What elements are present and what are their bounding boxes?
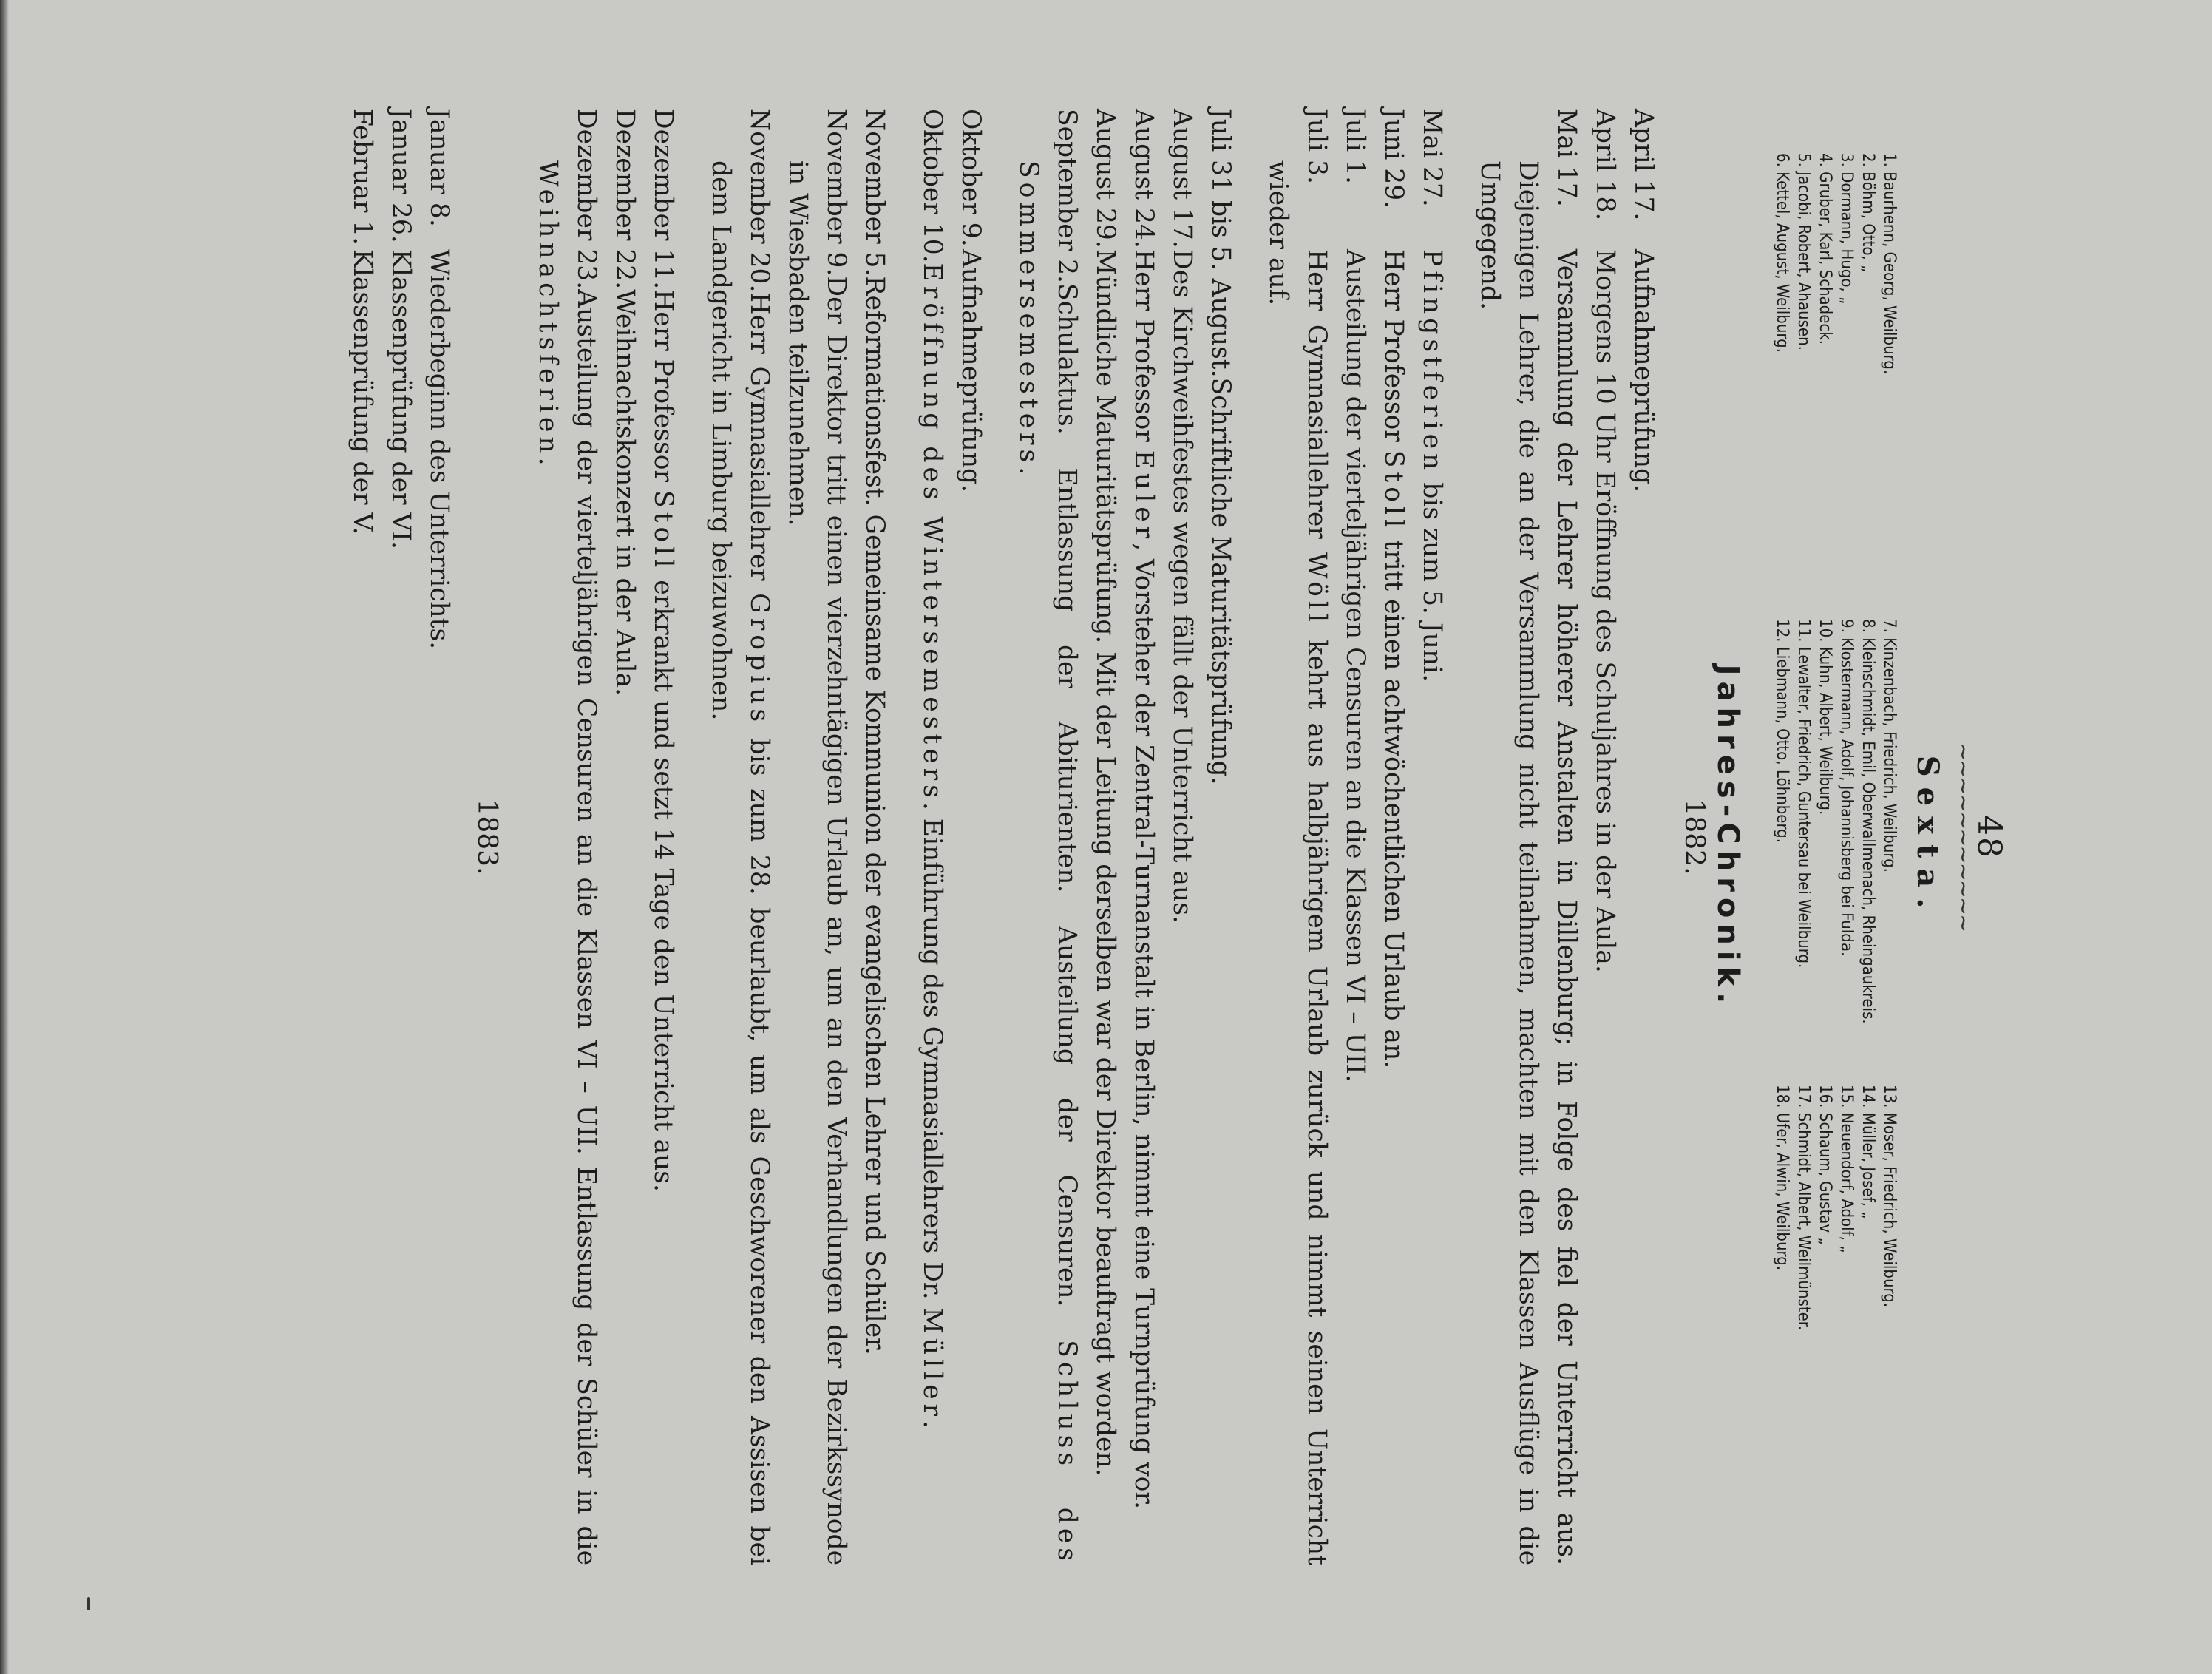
student-entry: 15. Neuendorf, Adolf, „	[1837, 1085, 1856, 1253]
entry-text: Weihnachtskonzert in der Aula.	[610, 289, 639, 697]
student-entry: 17. Schmidt, Albert, Weilmünster.	[1794, 1085, 1813, 1331]
entry-date: November 20.	[744, 109, 774, 293]
entry-date: November 5.	[860, 109, 889, 277]
entry-text: Herr Gymnasiallehrer	[1302, 249, 1331, 553]
entry-date: Oktober 10.	[917, 109, 947, 263]
entry-text: Der Direktor tritt einen vierzehntägigen Urlaub an, um an den Verhandlungen der Bezirkssynode in Wiesbaden teilzunehmen.	[783, 160, 851, 1565]
student-entry: 1. Baurhenn, Georg, Weilburg.	[1880, 153, 1899, 375]
spaced-emphasis: Weihnachtsferien	[533, 160, 563, 458]
entry-date: September 2.	[1052, 109, 1082, 284]
entry-text: Herr Professor	[648, 289, 678, 490]
student-entry: 10. Kuhn, Albert, Weilburg.	[1816, 619, 1834, 816]
entry-date: August 17.	[1167, 109, 1197, 248]
entry-date: Januar 26.	[386, 109, 415, 243]
chronik-entry	[1413, 109, 1451, 1565]
entry-text: Klassenprüfung der VI.	[386, 249, 415, 549]
entry-text: Mündliche Maturitätsprüfung. Mit der Leitung derselben war der Direktor beauftragt worden.	[1090, 249, 1120, 1477]
entry-text: Aufnahmeprüfung.	[956, 249, 985, 493]
entry-text: Versammlung der Lehrer höherer Anstalten in Dillenburg; in Folge des fiel der Unterricht aus. Diejenigen Lehrer, die an der Versammlung nicht teilnahmen, machten mit den Klassen Ausflüge in die Umgegend.	[1475, 160, 1581, 1565]
entry-date: Dezember 23.	[571, 109, 601, 290]
student-entry: 18. Ufer, Alwin, Weilburg.	[1773, 1085, 1791, 1271]
entry-text: , Vorsteher der Zentral-Turnanstalt in Berlin, nimmt eine Turnprüfung vor.	[1129, 543, 1158, 1510]
spaced-emphasis: Stoll	[1379, 450, 1408, 532]
entry-text: .	[533, 457, 563, 466]
spaced-emphasis: Euler	[1129, 450, 1158, 543]
chronik-entry	[1336, 109, 1374, 1565]
entry-date: April 17.	[1629, 109, 1658, 221]
student-entry: 12. Liebmann, Otto, Löhnberg.	[1773, 619, 1791, 844]
entry-text: Herr Professor	[1129, 249, 1158, 450]
student-entry: 14. Müller, Josef, „	[1859, 1085, 1877, 1219]
entry-text: Austeilung der vierteljährigen Censuren an die Klassen VI – UII.	[1340, 249, 1370, 1082]
entry-text: .	[1014, 467, 1043, 475]
chronik-entry	[1124, 109, 1163, 1565]
student-entry: 8. Kleinschmidt, Emil, Oberwallmenach, Rheingaukreis.	[1859, 619, 1877, 1024]
entry-date: Juli 1.	[1340, 109, 1370, 185]
entry-text: . Einführung des Gymnasiallehrers Dr.	[917, 802, 947, 1308]
student-list	[1771, 109, 1900, 1565]
scan-fleck	[87, 1597, 90, 1610]
student-entry: 7. Kinzenbach, Friedrich, Weilburg.	[1880, 619, 1899, 872]
entry-date: Januar 8.	[424, 109, 454, 227]
entry-text: Schriftliche Maturitätsprüfung.	[1206, 377, 1235, 785]
chronik-entry	[1086, 109, 1124, 1565]
chronik-entry	[1374, 109, 1413, 1565]
spaced-emphasis: Stoll	[648, 489, 678, 572]
entry-text: Klassenprüfung der V.	[347, 249, 377, 535]
chronik-entry	[1259, 109, 1336, 1565]
spaced-emphasis: Schluss des Sommersemesters	[1014, 160, 1082, 1565]
entry-text: Austeilung der vierteljährigen Censuren an die Klassen VI – UII. Entlassung der Schüler in die	[571, 289, 601, 1565]
chronik-entry	[1624, 109, 1663, 1565]
spaced-emphasis: Eröffnung des Wintersemesters	[917, 262, 947, 802]
chronik-entry	[778, 109, 855, 1565]
spaced-emphasis: Wöll	[1302, 552, 1331, 626]
chronik-entry	[1009, 109, 1086, 1565]
document-page	[174, 42, 2038, 1632]
entry-text: Schulaktus. Entlassung der Abiturienten. Austeilung der Censuren.	[1052, 283, 1082, 1341]
student-entry: 13. Moser, Friedrich, Weilburg.	[1880, 1085, 1899, 1308]
student-entry: 3. Dormann, Hugo, „	[1837, 153, 1856, 305]
chronik-entries-1882	[529, 109, 1663, 1565]
entry-date: Oktober 9.	[956, 109, 985, 247]
entry-text: bis zum 28. beurlaubt, um als Geschworener den Assisen bei dem Landgericht in Limburg beizuwohnen.	[706, 160, 774, 1565]
ornament-divider: ~~~~~~~~~~~	[1950, 742, 1976, 932]
student-entry: 4. Gruber, Karl, Schadeck.	[1816, 153, 1834, 345]
student-entry: 6. Kettel, August, Weilburg.	[1773, 153, 1791, 353]
entry-date: Juni 29.	[1379, 109, 1408, 209]
chronik-entry	[420, 109, 458, 1565]
chronik-entry	[381, 109, 420, 1565]
entry-date: Dezember 22.	[610, 109, 639, 290]
chronik-entry	[1201, 109, 1240, 1565]
chronik-entry	[343, 109, 381, 1565]
entry-date: August 29.	[1090, 109, 1120, 248]
chronik-title: Jahres-Chronik.	[1711, 664, 1745, 1010]
chronik-entries-1883	[343, 109, 458, 1565]
entry-text: Wiederbeginn des Unterrichts.	[424, 249, 454, 650]
entry-date: November 9.	[821, 109, 851, 277]
scan-edge	[0, 0, 9, 1674]
entry-date: April 18.	[1590, 109, 1620, 221]
entry-text: Reformationsfest. Gemeinsame Kommunion der evangelischen Lehrer und Schüler.	[860, 276, 889, 1355]
spaced-emphasis: Pfingstferien	[1417, 249, 1447, 475]
entry-date: Februar 1.	[347, 109, 377, 245]
entry-text: Aufnahmeprüfung.	[1629, 249, 1658, 493]
entry-text: .	[917, 1420, 947, 1429]
entry-text: Herr Gymnasiallehrer	[744, 292, 774, 594]
entry-date: August 24.	[1129, 109, 1158, 248]
entry-text: bis zum 5. Juni.	[1417, 474, 1447, 682]
chronik-entry	[605, 109, 644, 1565]
entry-date: Dezember 11.	[648, 109, 678, 290]
spaced-emphasis: Müller	[917, 1307, 947, 1421]
student-entry: 5. Jacobi, Robert, Ahausen.	[1794, 153, 1813, 350]
student-entry: 2. Böhm, Otto, „	[1859, 153, 1877, 273]
entry-text: kehrt aus halbjährigem Urlaub zurück und nimmt seinen Unterricht wieder auf.	[1263, 160, 1331, 1565]
spaced-emphasis: Gropius	[744, 593, 774, 727]
entry-text: Morgens 10 Uhr Eröffnung des Schuljahres in der Aula.	[1590, 249, 1620, 973]
student-entry: 9. Klostermann, Adolf, Johannisberg bei Fulda.	[1837, 619, 1856, 957]
entry-date: Mai 27.	[1417, 109, 1447, 207]
entry-text: Des Kirchweihfestes wegen fällt der Unterricht aus.	[1167, 249, 1197, 924]
chronik-entry	[855, 109, 894, 1565]
chronik-entry	[1586, 109, 1624, 1565]
class-title: Sexta.	[1910, 755, 1945, 919]
student-entry: 11. Lewalter, Friedrich, Guntersau bei Weilburg.	[1794, 619, 1813, 969]
chronik-entry	[913, 109, 951, 1565]
chronik-entry	[951, 109, 990, 1565]
chronik-entry	[1470, 109, 1586, 1565]
page-number: 48	[1970, 815, 2008, 859]
entry-date: Juli 3.	[1302, 109, 1331, 185]
year-heading-1883: 1883.	[472, 799, 502, 875]
year-heading-1882: 1882.	[1679, 799, 1709, 875]
entry-text: tritt einen achtwöchentlichen Urlaub an.	[1379, 532, 1408, 1069]
chronik-entry	[702, 109, 778, 1565]
entry-date: Juli 31 bis 5. August.	[1206, 109, 1235, 378]
entry-text: Herr Professor	[1379, 249, 1408, 450]
entry-date: Mai 17.	[1552, 109, 1581, 207]
chronik-entry	[1163, 109, 1201, 1565]
entry-text: erkrankt und setzt 14 Tage den Unterricht aus.	[648, 572, 678, 1192]
chronik-entry	[529, 109, 605, 1565]
student-entry: 16. Schaum, Gustav „	[1816, 1085, 1834, 1245]
chronik-entry	[644, 109, 682, 1565]
